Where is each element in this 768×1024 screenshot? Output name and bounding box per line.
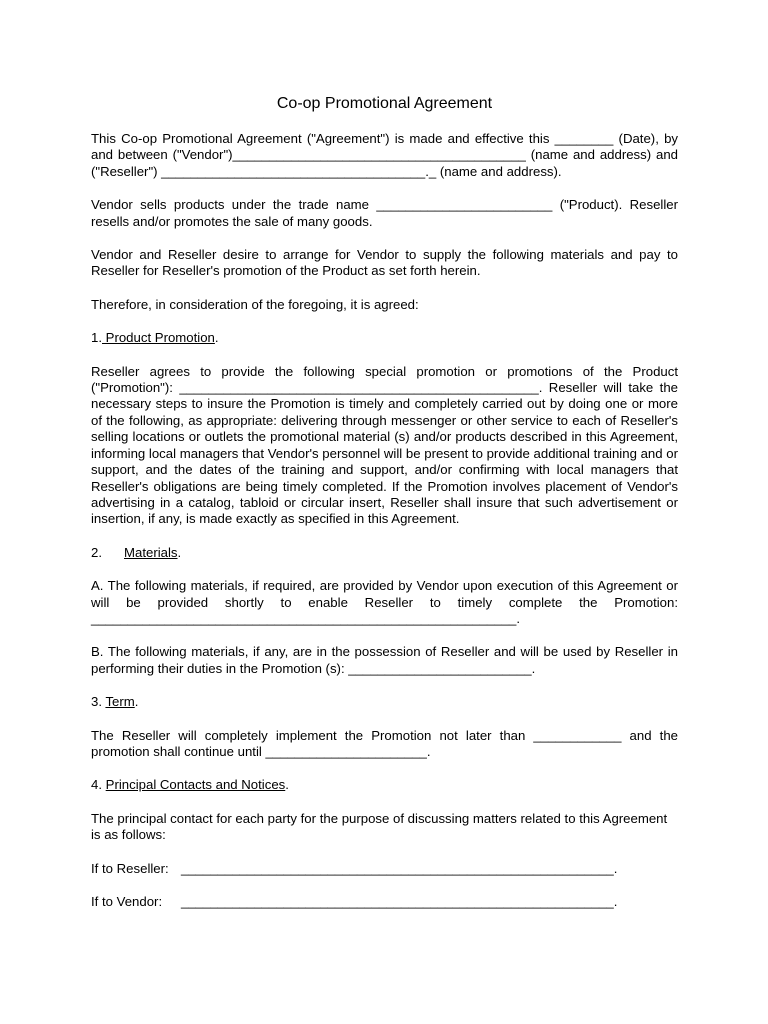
section-4-number: 4. [91, 777, 106, 793]
vendor-contact-line: ___________________________________________________________. [181, 894, 618, 909]
document-title: Co-op Promotional Agreement [276, 95, 493, 112]
section-3-heading [91, 694, 678, 710]
section-3-number: 3. [91, 694, 106, 710]
vendor-sells-paragraph: Vendor sells products under the trade name ________________________ ("Product). Reseller resells and/or promotes the sale of many goods. [91, 197, 678, 229]
section-1-body: Reseller agrees to provide the following special promotion or promotions of the Product ("Promotion"): _________________________________________________. Reseller will take the necessary steps to insure the Promotion is timely and completely carried out by doing one or more of the following, as appropriate: delivering through messenger or other service to each of Reseller's selling locations or outlets the promotional material (s) and/or products described in this Agreement, informing local managers that Vendor's personnel will be present to provide additional training and or support, and the dates of the training and support, and/or confirming with local managers that Reseller's obligations are being timely completed. If the Promotion involves placement of Vendor's advertising in a catalog, tabloid or circular insert, Reseller shall insure that such advertisement or insertion, if any, is made exactly as specified in this Agreement. [91, 363, 678, 527]
section-1-period: . [214, 330, 219, 346]
therefore-paragraph: Therefore, in consideration of the foregoing, it is agreed: [91, 296, 419, 312]
section-2b-paragraph: B. The following materials, if any, are in the possession of Reseller and will be used by Reseller in performing their duties in the Promotion (s): _________________________. [91, 644, 678, 676]
section-2a-paragraph: A. The following materials, if required, are provided by Vendor upon execution of this Agreement or will be provided shortly to enable Reseller to timely complete the Promotion: __________________________________________________________. [91, 578, 678, 626]
section-4-heading [91, 777, 678, 793]
section-1-number: 1. [91, 330, 102, 346]
section-1-heading [91, 330, 678, 346]
section-1-title: Product Promotion [102, 330, 215, 346]
reseller-contact-label: If to Reseller: [91, 860, 169, 876]
section-4-period: . [285, 777, 289, 793]
reseller-contact-line: ___________________________________________________________. [181, 860, 618, 876]
section-4-title: Principal Contacts and Notices [105, 777, 286, 793]
reseller-contact-row [91, 861, 678, 877]
section-3-body: The Reseller will completely implement the Promotion not later than ____________ and the promotion shall continue until ______________________. [91, 727, 678, 759]
vendor-contact-row [91, 894, 678, 910]
intro-paragraph: This Co-op Promotional Agreement ("Agreement") is made and effective this ________ (Date), by and between ("Vendor")________________________________________ (name and address) and ("Reseller") ____________________________________._ (name and address). [91, 131, 678, 179]
section-3-period: . [134, 694, 139, 710]
vendor-contact-label: If to Vendor: [91, 894, 163, 909]
section-2-number: 2. [91, 544, 102, 560]
section-2-heading [91, 545, 678, 561]
section-4-body: The principal contact for each party for the purpose of discussing matters related to this Agreement is as follows: [91, 810, 668, 843]
desire-paragraph: Vendor and Reseller desire to arrange for Vendor to supply the following materials and pay to Reseller for Reseller's promotion of the Product as set forth herein. [91, 247, 678, 279]
section-2-title: Materials [124, 544, 178, 560]
section-3-title: Term [105, 694, 135, 710]
section-2-period: . [177, 544, 182, 560]
